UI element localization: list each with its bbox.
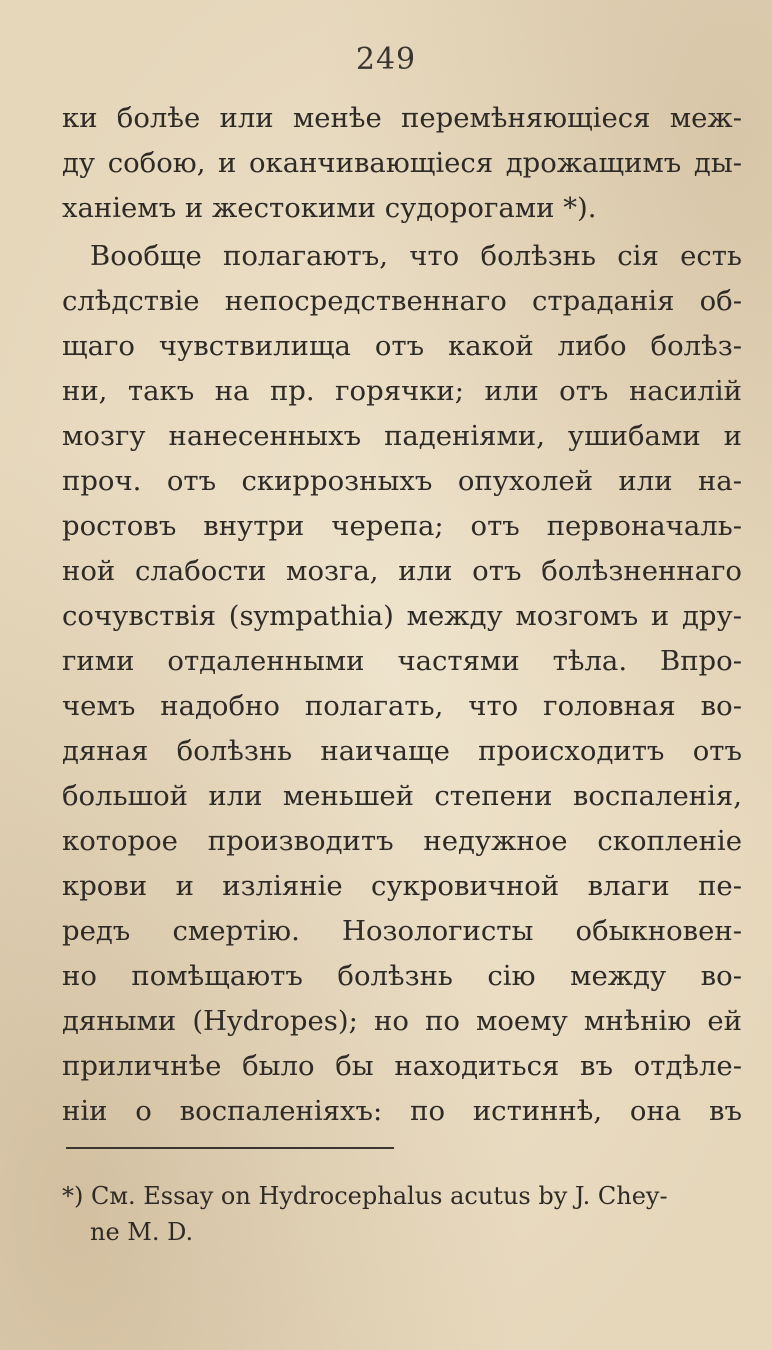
text-line: слѣдствіе непосредственнаго страданія об- — [62, 285, 742, 317]
text-line: которое производитъ недужное скопленіе — [62, 825, 742, 857]
text-line: ростовъ внутри черепа; отъ первоначаль- — [62, 510, 742, 542]
footnote-line: *) См. Essay on Hydrocephalus acutus by J. Chey- — [62, 1182, 668, 1210]
text-line: ки болѣе или менѣе перемѣняющіеся меж- — [62, 102, 742, 134]
text-line: дяными (Hydropes); но по моему мнѣнію ей — [62, 1005, 742, 1037]
text-line: проч. отъ скиррозныхъ опухолей или на- — [62, 465, 742, 497]
text-line: дяная болѣзнь наичаще происходитъ отъ — [62, 735, 742, 767]
text-line: ни, такъ на пр. горячки; или отъ насилій — [62, 375, 742, 407]
footnote-divider — [66, 1147, 394, 1149]
text-line: но помѣщаютъ болѣзнь сію между во- — [62, 960, 742, 992]
paragraph-start-line: Вообще полагаютъ, что болѣзнь сія есть — [90, 240, 742, 272]
footnote-line: ne M. D. — [90, 1218, 194, 1246]
text-line: приличнѣе было бы находиться въ отдѣле- — [62, 1050, 742, 1082]
text-line: сочувствія (sympathia) между мозгомъ и дру- — [62, 600, 742, 632]
text-line: мозгу нанесенныхъ паденіями, ушибами и — [62, 420, 742, 452]
text-line: чемъ надобно полагать, что головная во- — [62, 690, 742, 722]
text-line: крови и изліяніе сукровичной влаги пе- — [62, 870, 742, 902]
text-line: ной слабости мозга, или отъ болѣзненнаго — [62, 555, 742, 587]
page-number: 249 — [355, 42, 417, 77]
text-line: большой или меньшей степени воспаленія, — [62, 780, 742, 812]
text-line: ніи о воспаленіяхъ: по истиннѣ, она въ — [62, 1095, 742, 1127]
text-line: ханіемъ и жестокими судорогами *). — [62, 192, 597, 224]
text-line: щаго чувствилища отъ какой либо болѣз- — [62, 330, 742, 362]
text-line: гими отдаленными частями тѣла. Впро- — [62, 645, 742, 677]
text-line: ду собою, и оканчивающіеся дрожащимъ ды- — [62, 147, 742, 179]
text-line: редъ смертію. Нозологисты обыкновен- — [62, 915, 742, 947]
